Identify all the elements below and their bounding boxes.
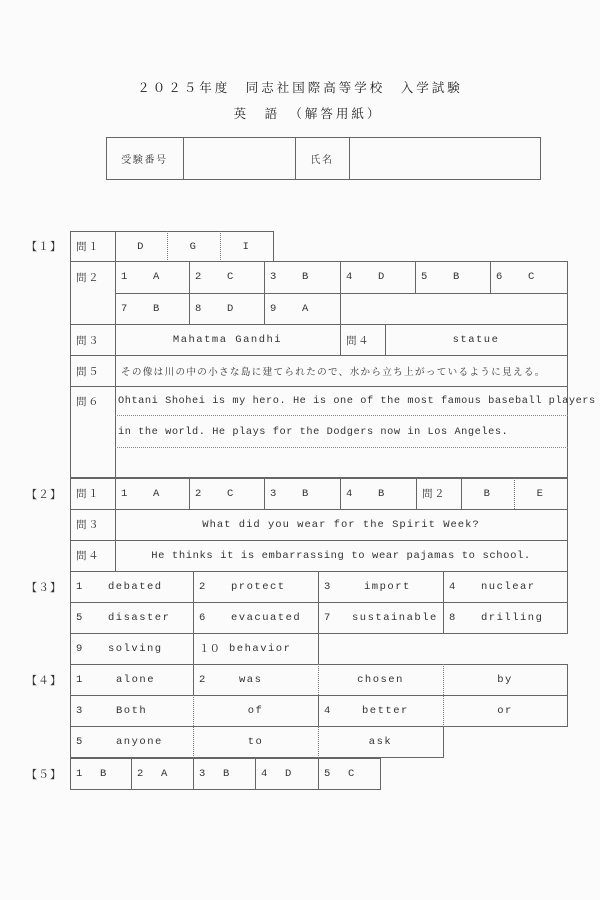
s3-item: 9 solving	[76, 642, 163, 655]
s1-q2-label: 問２	[76, 271, 101, 284]
s1-q3-answer: Mahatma Gandhi	[172, 334, 283, 346]
s2-q1-item: 3 B	[270, 487, 310, 500]
s3-item: 8 drilling	[449, 611, 544, 624]
s5-item: 1 B	[76, 768, 108, 780]
s2-q3-answer: What did you wear for the Spirit Week?	[202, 518, 480, 531]
exam-number-label: 受験番号	[121, 155, 168, 166]
name-field[interactable]	[350, 138, 540, 179]
s3-item: 7 sustainable	[324, 611, 438, 624]
s1-q2-item: 7 B	[121, 303, 161, 315]
s2-q1-item: 1 A	[121, 487, 161, 500]
s1-q4-label: 問４	[346, 334, 371, 347]
s4-row1-part1: 1 alone	[76, 673, 156, 686]
s3-item: 1 debated	[76, 580, 163, 593]
s1-q2-item: 6 C	[496, 271, 536, 283]
s4-row2-part2: of	[247, 704, 264, 717]
s1-q6-line-2: in the world. He plays for the Dodgers now in Los Angeles.	[118, 425, 509, 438]
s3-item: 2 protect	[199, 580, 286, 593]
s2-q1-item: 2 C	[195, 487, 235, 500]
exam-title: ２０２５年度 同志社国際高等学校 入学試験	[137, 80, 463, 95]
s1-q2-item: 8 D	[195, 303, 235, 315]
s1-q2-item: 3 B	[270, 271, 310, 283]
s2-q4-answer: He thinks it is embarrassing to wear pajamas to school.	[151, 549, 531, 562]
s1-q4-answer: statue	[452, 334, 500, 346]
s4-row2-part4: or	[497, 704, 513, 717]
table-rule	[115, 386, 116, 478]
section-2-label: 【２】	[26, 488, 62, 501]
s1-q5-answer: その像は川の中の小さな島に建てられたので、水から立ち上がっているように見える。	[121, 367, 546, 378]
s1-q6-line-3	[118, 448, 567, 477]
s4-row3-part1: 5 anyone	[76, 736, 163, 748]
s2-q2-label: 問２	[422, 488, 447, 500]
section-4-label: 【４】	[26, 674, 62, 687]
s1-q2-item: 1 A	[121, 271, 161, 283]
s1-q2-item: 4 D	[346, 271, 386, 283]
s1-q2-item: 2 C	[195, 271, 235, 283]
s3-item: 5 disaster	[76, 611, 171, 624]
name-label: 氏名	[310, 155, 334, 166]
s1-q1-label: 問１	[76, 241, 101, 253]
s3-item: 4 nuclear	[449, 580, 536, 593]
s1-q6-label: 問６	[76, 395, 101, 408]
s3-item: 6 evacuated	[199, 611, 302, 624]
section-5-label: 【５】	[26, 768, 62, 781]
s1-q5-label: 問５	[76, 365, 101, 378]
s3-item: １０ behavior	[199, 642, 292, 656]
exam-number-field[interactable]	[184, 138, 294, 179]
s4-row1-part3: chosen	[357, 673, 404, 686]
s4-row3-part3: ask	[368, 736, 393, 748]
s5-item: 4 D	[261, 768, 293, 780]
s5-item: 5 C	[324, 768, 356, 780]
s1-q1-answer: G	[189, 240, 198, 253]
s4-row1-part2: 2 was	[199, 673, 263, 686]
s2-q2-answer: E	[536, 487, 545, 500]
s1-q2-item: 5 B	[421, 271, 461, 283]
s4-row3-part2: to	[247, 736, 264, 748]
s1-q6-line-1: Ohtani Shohei is my hero. He is one of the most famous baseball players	[118, 394, 596, 407]
section-3-label: 【３】	[26, 581, 62, 594]
s5-item: 3 B	[199, 768, 231, 780]
s3-item: 3 import	[324, 580, 411, 593]
s4-row2-part1: 3 Both	[76, 704, 148, 717]
s5-item: 2 A	[137, 768, 169, 780]
s1-q1-answer: D	[137, 240, 145, 253]
s2-q4-label: 問４	[76, 550, 101, 562]
s4-row1-part4: by	[497, 673, 513, 686]
s2-q3-label: 問３	[76, 519, 101, 531]
s2-q1-item: 4 B	[346, 487, 386, 500]
s2-q1-label: 問１	[76, 488, 101, 500]
s4-row2-part3: 4 better	[324, 704, 409, 717]
s1-q3-label: 問３	[76, 334, 101, 347]
s1-q2-item: 9 A	[270, 303, 310, 315]
s2-q2-answer: B	[483, 487, 492, 500]
section-1-label: 【１】	[26, 240, 62, 253]
exam-subtitle: 英 語 （解答用紙）	[233, 106, 383, 121]
s1-q1-answer: I	[242, 240, 251, 253]
